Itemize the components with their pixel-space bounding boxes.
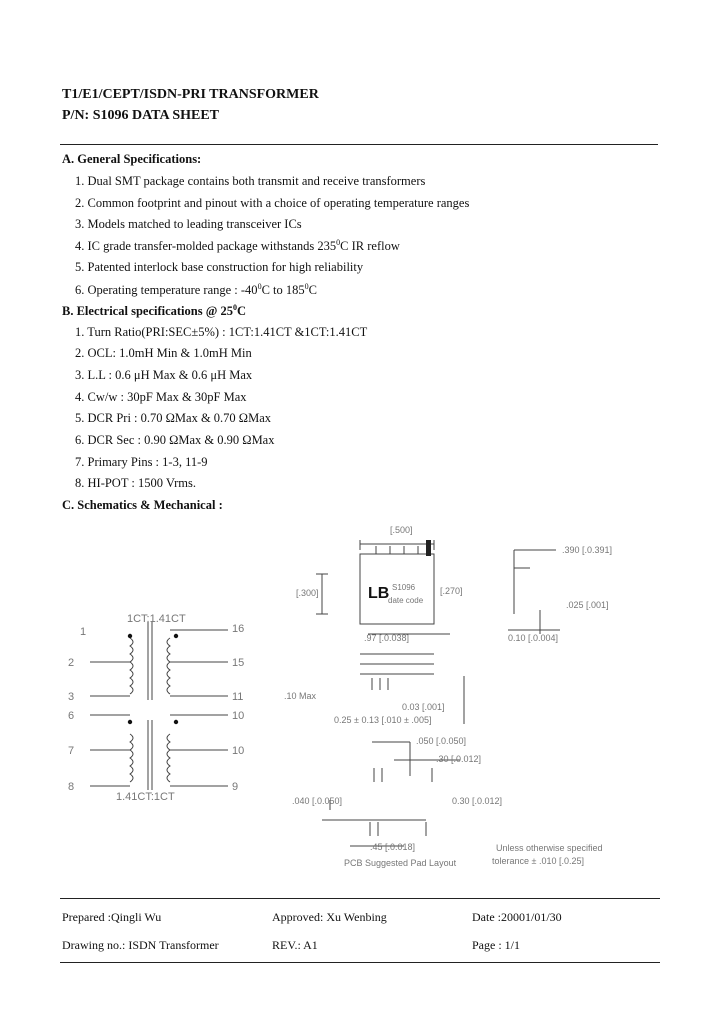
pin-10b-label: 10: [232, 745, 245, 757]
schematic-dots: [128, 634, 178, 724]
mechanical-drawing: [316, 540, 560, 846]
pcb-pad-layout-note: PCB Suggested Pad Layout: [344, 858, 457, 868]
dim-lower2-label: 0.10 [.0.004]: [508, 633, 559, 643]
pin-8-label: 8: [68, 781, 75, 793]
section-a-heading: A. General Specifications:: [62, 152, 202, 166]
pin-15-label: 15: [232, 657, 245, 669]
pin-marker: [426, 540, 431, 556]
dim-foot1-label: .040 [.0.050]: [292, 796, 343, 806]
spec-b-item-4: 4. Cw/w : 30pF Max & 30pF Max: [75, 390, 247, 404]
schematic-mechanical-drawing: [0, 510, 720, 880]
page-number: Page : 1/1: [472, 938, 520, 952]
spec-a-item-5: 5. Patented interlock base construction for high reliability: [75, 260, 364, 274]
pin-2-label: 2: [68, 657, 75, 669]
spec-b-item-3: 3. L.L : 0.6 μH Max & 0.6 μH Max: [75, 368, 253, 382]
dim-mid-label: [.270]: [440, 586, 463, 596]
revision: REV.: A1: [272, 938, 318, 952]
dim-lower1-label: .97 [.0.038]: [364, 633, 410, 643]
drawing-number: Drawing no.: ISDN Transformer: [62, 938, 219, 952]
spec-b-item-7: 7. Primary Pins : 1-3, 11-9: [75, 455, 208, 469]
polarity-dot: [174, 634, 178, 638]
dim-top-label: [.500]: [390, 525, 413, 535]
spec-b-item-6: 6. DCR Sec : 0.90 ΩMax & 0.90 ΩMax: [75, 433, 275, 447]
pin-3-label: 3: [68, 691, 75, 703]
spec-b-item-1: 1. Turn Ratio(PRI:SEC±5%) : 1CT:1.41CT &1CT:1.41CT: [75, 325, 368, 339]
polarity-dot: [128, 720, 132, 724]
spec-b-item-2: 2. OCL: 1.0mH Min & 1.0mH Min: [75, 346, 252, 360]
dim-right2-label: .025 [.001]: [566, 600, 609, 610]
pin-10a-label: 10: [232, 710, 245, 722]
spec-a-item-2: 2. Common footprint and pinout with a choice of operating temperature ranges: [75, 196, 470, 210]
section-b-heading: B. Electrical specifications @ $25^0C$: [62, 303, 247, 319]
bottom-ratio-label: 1.41CT:1CT: [116, 791, 175, 803]
section-c-heading: C. Schematics & Mechanical :: [62, 498, 223, 512]
part-label: S1096: [392, 583, 416, 592]
header-rule: [60, 144, 658, 145]
document-title: T1/E1/CEPT/ISDN-PRI TRANSFORMER: [62, 87, 319, 102]
dim-left-label: [.300]: [296, 588, 319, 598]
dim-pitch2-label: .30 [.0.012]: [436, 754, 482, 764]
spec-a-item-1: 1. Dual SMT package contains both transmit and receive transformers: [75, 174, 426, 188]
pin-11-label: 11: [232, 691, 244, 703]
polarity-dot: [174, 720, 178, 724]
tolerance-note-line2: tolerance ± .010 [.0.25]: [492, 856, 584, 866]
pin-6-label: 6: [68, 710, 75, 722]
dim-lead3-label: 0.25 ± 0.13 [.010 ± .005]: [334, 715, 432, 725]
pin-16-label: 16: [232, 623, 245, 635]
spec-a-item-4: 4. IC grade transfer-molded package withstands $235^0C$ IR reflow: [75, 238, 400, 254]
part-number-title: P/N: S1096 DATA SHEET: [62, 108, 220, 123]
dim-foot2-label: 0.30 [.0.012]: [452, 796, 503, 806]
approved-by: Approved: Xu Wenbing: [272, 910, 387, 924]
spec-b-item-8: 8. HI-POT : 1500 Vrms.: [75, 476, 197, 490]
dim-lead2-label: 0.03 [.001]: [402, 702, 445, 712]
dim-pitch1-label: .050 [.0.050]: [416, 736, 467, 746]
pin-7-label: 7: [68, 745, 75, 757]
tolerance-note-line1: Unless otherwise specified: [496, 843, 603, 853]
prepared-by: Prepared :Qingli Wu: [62, 910, 162, 924]
dim-lead1-label: .10 Max: [284, 691, 317, 701]
spec-a-item-6: 6. Operating temperature range : $-40^0C$ to $185^0C$: [75, 282, 317, 298]
transformer-schematic: [90, 622, 228, 790]
spec-b-item-5: 5. DCR Pri : 0.70 ΩMax & 0.70 ΩMax: [75, 411, 272, 425]
pin-1-label: 1: [80, 626, 87, 638]
document-date: Date :20001/01/30: [472, 910, 562, 924]
footer-rule-top: [60, 898, 660, 899]
polarity-dot: [128, 634, 132, 638]
top-ratio-label: 1CT:1.41CT: [127, 613, 186, 625]
logo-mark: LB: [368, 585, 390, 602]
footer-rule-bottom: [60, 962, 660, 963]
dim-right1-label: .390 [.0.391]: [562, 545, 613, 555]
date-code-label: date code: [388, 596, 424, 605]
dim-pad-label: .45 [.0.018]: [370, 842, 416, 852]
spec-a-item-3: 3. Models matched to leading transceiver ICs: [75, 217, 302, 231]
pin-9-label: 9: [232, 781, 239, 793]
